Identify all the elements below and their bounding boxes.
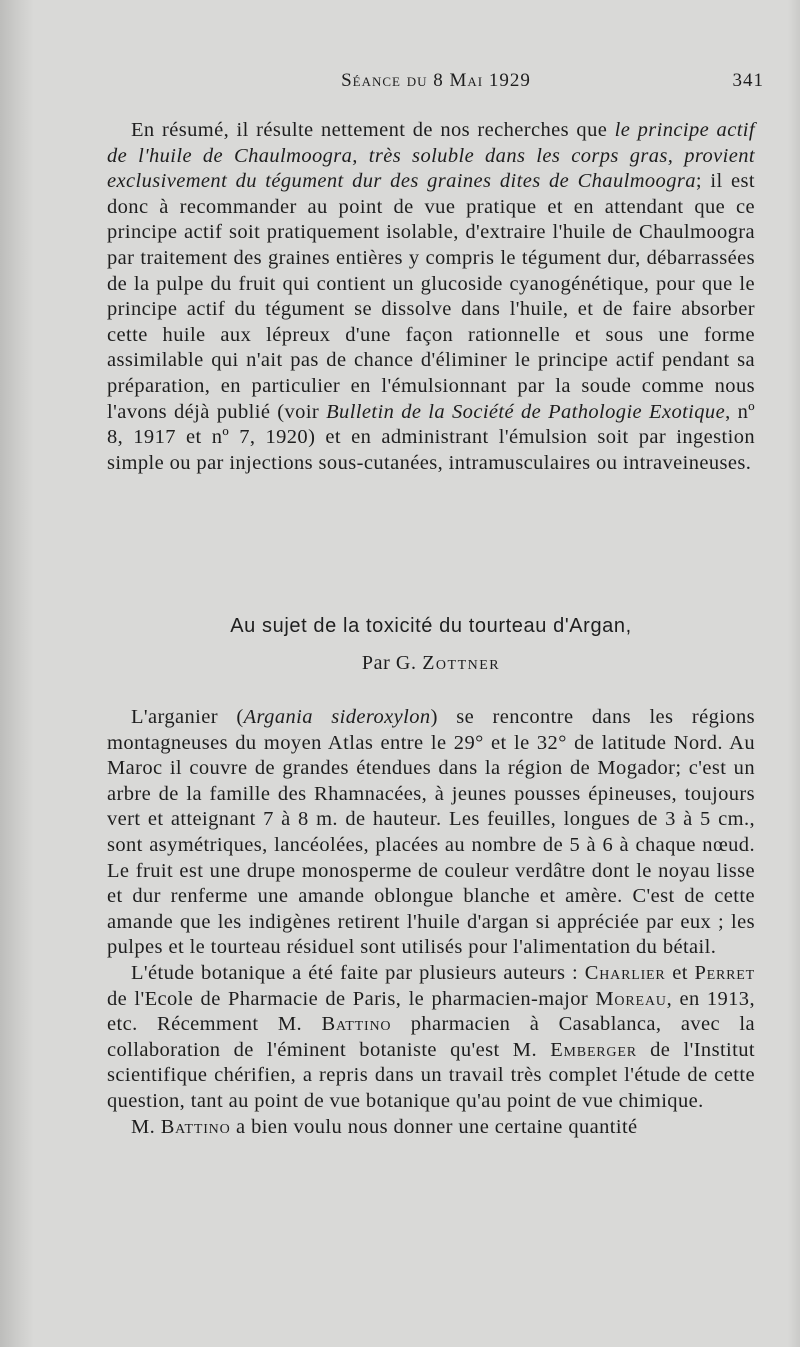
- running-header-title: Séance du 8 Mai 1929: [341, 70, 531, 91]
- p2-text-e: pharmacien à Casablanca, avec la collaboration de l'éminent botaniste qu'est M.: [107, 1013, 755, 1061]
- author-charlier: Charlier: [584, 961, 666, 984]
- running-header: [108, 70, 764, 100]
- article-body: [107, 705, 755, 1140]
- p2-text-d: , en 1913, etc. Récemment M.: [107, 987, 755, 1036]
- article-paragraph-2: [107, 961, 755, 1115]
- article-byline: [107, 652, 755, 675]
- author-emberger: Emberger: [550, 1038, 637, 1061]
- article-paragraph-1: [107, 705, 755, 961]
- p3-text-a: M.: [131, 1115, 161, 1138]
- author-battino: Battino: [321, 1013, 392, 1036]
- byline-author: Zottner: [422, 652, 501, 674]
- conclusion-text: [107, 118, 755, 476]
- page-edge-shadow: [0, 0, 34, 1347]
- p3-text-b: a bien voulu nous donner une certaine quantité: [230, 1115, 638, 1138]
- p2-text-b: et: [665, 961, 695, 984]
- p2-text-a: L'étude botanique a été faite par plusieurs auteurs :: [131, 961, 585, 984]
- article-title: Au sujet de la toxicité du tourteau d'Argan,: [230, 615, 632, 637]
- page-number: 341: [732, 70, 764, 91]
- p1-text-b: ) se rencontre dans les régions montagneuses du moyen Atlas entre le 29° et le 32° de latitude Nord. Au Maroc il couvre de grandes étendues dans la région de Mogador; c'est un arbre de la famille des Rhamnacées, à jeunes pousses épineuses, toujours vert et atteignant 7 à 8 m. de hauteur. Les feuilles, longues de 3 à 5 cm., sont asymétriques, lancéolées, placées au nombre de 5 à 6 à chaque nœud. Le fruit est une drupe monosperme de couleur verdâtre dont le noyau lisse et dur renferme une amande oblongue blanche et amère. C'est de cette amande que les indigènes retirent l'huile d'argan si appréciée par eux ; les pulpes et le tourteau résiduel sont utilisés pour l'alimentation du bétail.: [107, 706, 755, 959]
- conclusion-text-b: ; il est donc à recommander au point de vue pratique et en attendant que ce principe actif soit pratiquement isolable, d'extraire l'huile de Chaulmoogra par traitement des graines entières y compris le tégument dur, débarrassées de la pulpe du fruit qui contient un glucoside cyanogénétique, pour que le principe actif du tégument se dissolve dans l'huile, et de faire absorber cette huile aux lépreux d'une façon rationnelle et sous une forme assimilable qui n'ait pas de chance d'éliminer le principe actif pendant sa préparation, en particulier en l'émulsionnant par la soude comme nous l'avons déjà publié (voir: [107, 170, 755, 423]
- p1-text-a: L'arganier (: [131, 706, 244, 728]
- conclusion-text-c: , nº 8, 1917 et nº 7, 1920) et en administrant l'émulsion soit par ingestion simple ou par injections sous-cutanées, intramusculaires ou intraveineuses.: [107, 400, 755, 474]
- species-name: Argania sideroxylon: [243, 706, 431, 728]
- byline-prefix: Par G.: [361, 652, 423, 674]
- author-perret: Perret: [694, 961, 755, 984]
- p2-text-f: de l'Institut scientifique chérifien, a repris dans un travail très complet l'étude de cette question, tant au point de vue botanique qu'au point de vue chimique.: [107, 1038, 755, 1112]
- p2-text-c: de l'Ecole de Pharmacie de Paris, le pharmacien-major: [107, 987, 596, 1010]
- author-moreau: Moreau: [595, 987, 667, 1010]
- page-edge-right: [788, 0, 800, 1347]
- article-paragraph-3: [107, 1115, 755, 1141]
- author-battino-2: Battino: [160, 1115, 231, 1138]
- conclusion-emphasis: le principe actif de l'huile de Chaulmoogra, très soluble dans les corps gras, provient exclusivement du tégument dur des graines dites de Chaulmoogra: [107, 119, 755, 193]
- conclusion-paragraph: [107, 118, 755, 476]
- conclusion-text-a: En résumé, il résulte nettement de nos recherches que: [131, 119, 615, 141]
- bulletin-title: Bulletin de la Société de Pathologie Exotique: [326, 400, 726, 423]
